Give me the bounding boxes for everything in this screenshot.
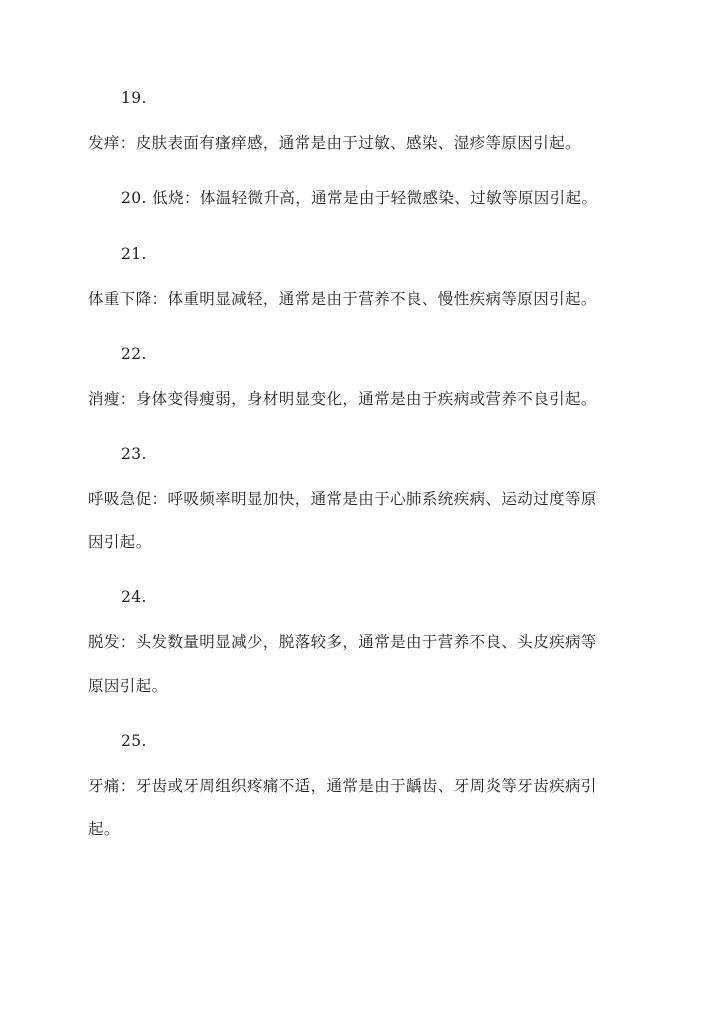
entry-24-text-line-1: 脱发：头发数量明显减少，脱落较多，通常是由于营养不良、头皮疾病等 bbox=[88, 633, 597, 651]
entry-23-number: 23. bbox=[121, 445, 147, 463]
entry-22-text: 消瘦：身体变得瘦弱，身材明显变化，通常是由于疾病或营养不良引起。 bbox=[88, 390, 597, 408]
entry-21-number: 21. bbox=[121, 245, 147, 263]
entry-19-text: 发痒：皮肤表面有瘙痒感，通常是由于过敏、感染、湿疹等原因引起。 bbox=[88, 134, 581, 152]
entry-25-text-line-1: 牙痛：牙齿或牙周组织疼痛不适，通常是由于龋齿、牙周炎等牙齿疾病引 bbox=[88, 777, 597, 795]
entry-24-number: 24. bbox=[121, 588, 147, 606]
entry-24-text-line-2: 原因引起。 bbox=[88, 677, 168, 695]
entry-21-text: 体重下降：体重明显减轻，通常是由于营养不良、慢性疾病等原因引起。 bbox=[88, 290, 597, 308]
entry-19-number: 19. bbox=[121, 89, 147, 107]
entry-23-text-line-2: 因引起。 bbox=[88, 533, 152, 551]
entry-23-text-line-1: 呼吸急促：呼吸频率明显加快，通常是由于心肺系统疾病、运动过度等原 bbox=[88, 490, 597, 508]
entry-25-text-line-2: 起。 bbox=[88, 820, 120, 838]
entry-20-line: 20. 低烧：体温轻微升高，通常是由于轻微感染、过敏等原因引起。 bbox=[121, 189, 598, 207]
entry-25-number: 25. bbox=[121, 732, 147, 750]
entry-22-number: 22. bbox=[121, 345, 147, 363]
